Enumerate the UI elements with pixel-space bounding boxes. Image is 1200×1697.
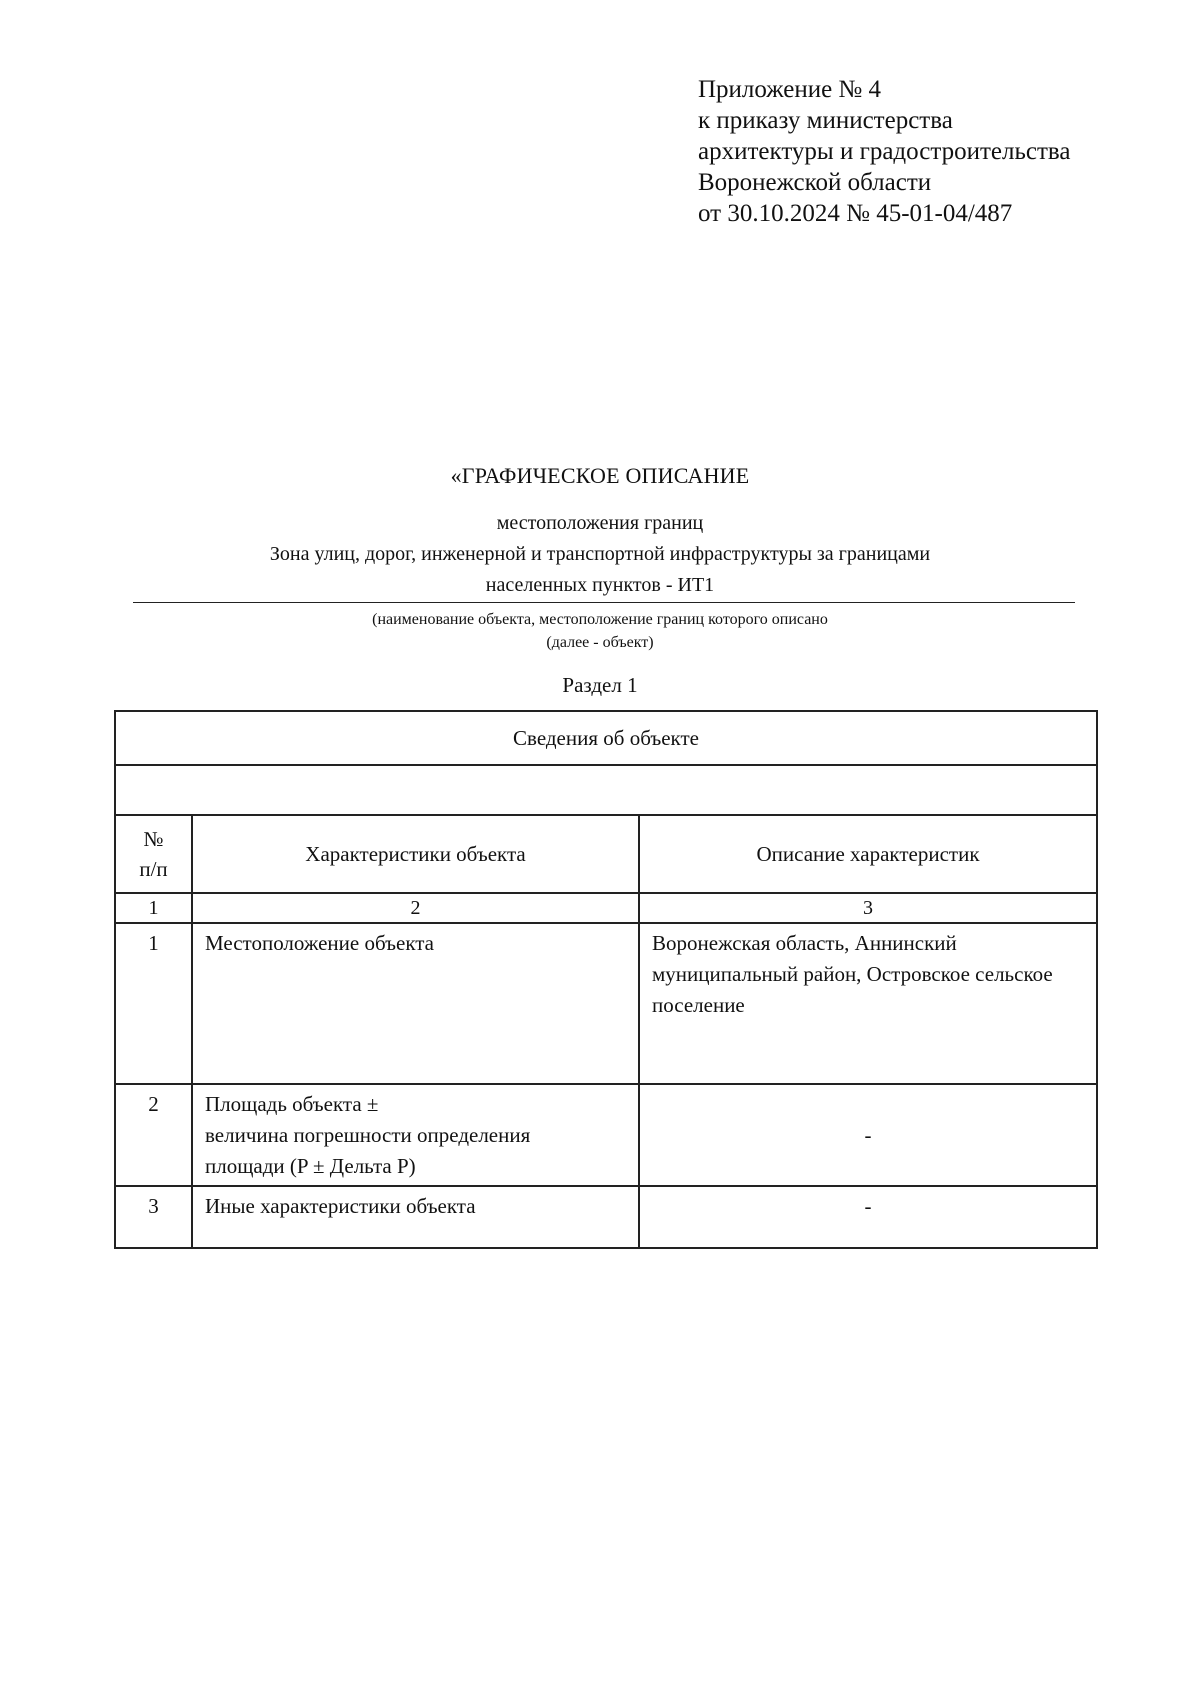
caption-line-1: (наименование объекта, местоположение границ которого описано: [372, 611, 828, 628]
table-heading: Сведения об объекте: [115, 711, 1097, 765]
subtitle-line-1: местоположения границ: [496, 512, 704, 534]
section-label: Раздел 1: [562, 673, 638, 697]
object-info-table: [114, 710, 1098, 1249]
column-number-1: 1: [115, 893, 192, 923]
annex-line-3: архитектуры и градостроительства: [698, 138, 1071, 165]
table-empty-cell: [115, 765, 1097, 815]
column-header-num: [115, 815, 192, 893]
document-title: «ГРАФИЧЕСКОЕ ОПИСАНИЕ: [450, 463, 750, 488]
underline-rule: [133, 602, 1075, 603]
row-number: 1: [115, 923, 192, 1084]
column-number-3: 3: [639, 893, 1097, 923]
annex-line-5: от 30.10.2024 № 45-01-04/487: [698, 200, 1013, 227]
column-header-num-line-1: №: [143, 827, 164, 851]
annex-line-2: к приказу министерства: [698, 107, 953, 134]
column-header-num-line-2: п/п: [139, 857, 168, 881]
table-column-numbers: [115, 893, 1097, 923]
row-characteristic: Местоположение объекта: [192, 923, 639, 1084]
row-number: 3: [115, 1186, 192, 1248]
row-characteristic: Иные характеристики объекта: [192, 1186, 639, 1248]
table-heading-row: [115, 711, 1097, 765]
row-characteristic: [192, 1084, 639, 1186]
row-description: -: [639, 1186, 1097, 1248]
column-header-description: Описание характеристик: [639, 815, 1097, 893]
row-characteristic-line-1: Площадь объекта ±: [205, 1092, 379, 1116]
caption-line-2: (далее - объект): [546, 634, 654, 651]
table-empty-row: [115, 765, 1097, 815]
subtitle-line-3: населенных пунктов - ИТ1: [485, 574, 715, 596]
annex-line-1: Приложение № 4: [698, 76, 882, 103]
row-number: 2: [115, 1084, 192, 1186]
table-column-headers: [115, 815, 1097, 893]
object-caption: [120, 608, 1080, 654]
subtitle-line-2: Зона улиц, дорог, инженерной и транспортной инфраструктуры за границами: [269, 543, 931, 565]
column-header-characteristic: Характеристики объекта: [192, 815, 639, 893]
table-row: [115, 1084, 1097, 1186]
annex-header: [698, 74, 1168, 229]
table-row: [115, 1186, 1097, 1248]
row-characteristic-line-2: величина погрешности определения: [205, 1123, 531, 1147]
row-characteristic-line-3: площади (P ± Дельта P): [205, 1154, 416, 1178]
row-description: -: [639, 1084, 1097, 1186]
table-row: [115, 923, 1097, 1084]
column-number-2: 2: [192, 893, 639, 923]
row-description: Воронежская область, Аннинский муниципальный район, Островское сельское поселение: [639, 923, 1097, 1084]
annex-line-4: Воронежской области: [698, 169, 932, 196]
document-subtitle: [120, 508, 1080, 601]
